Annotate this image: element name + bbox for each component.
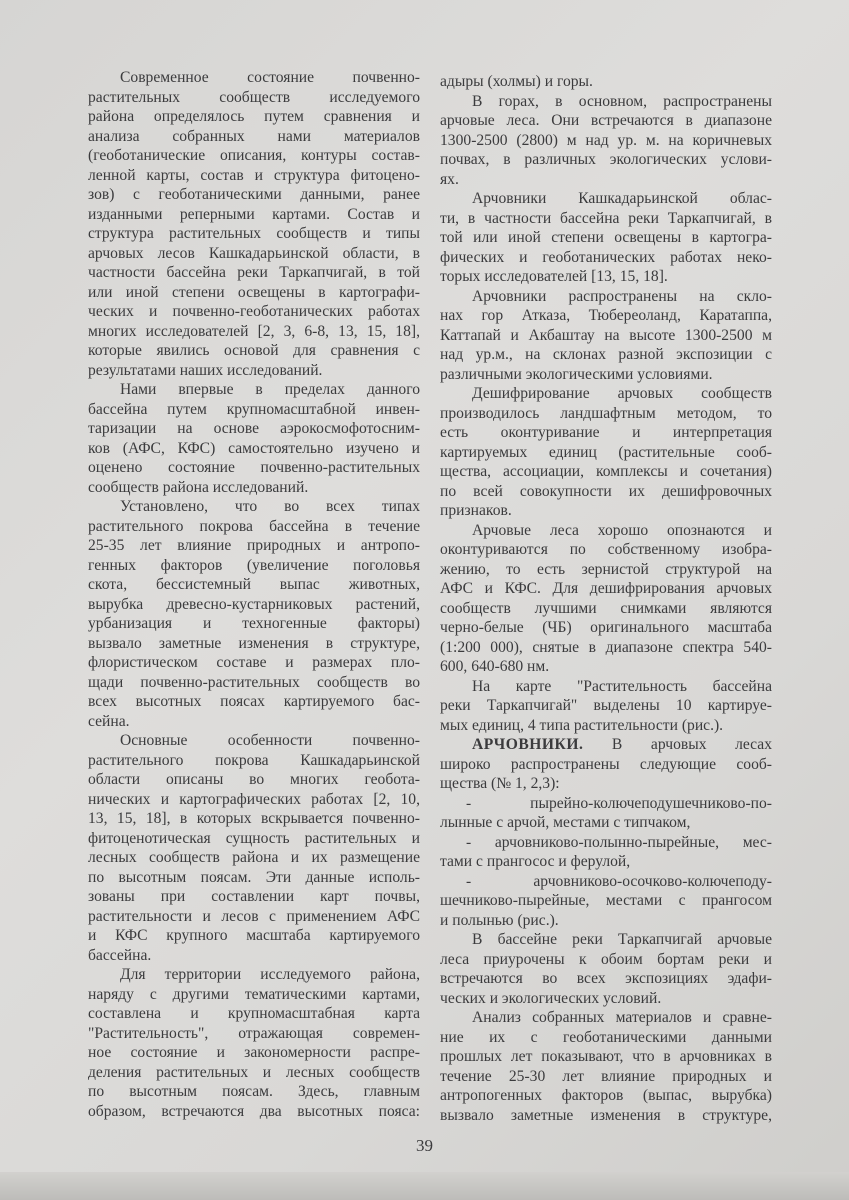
text-line: Арчовники распространены на скло- [472,287,772,305]
text-line: - пырейно-колючеподушечниково-по- [466,794,772,812]
text-line: растительности и лесов с применением АФС [88,907,420,925]
text-line: ческих и экологических условий. [440,989,662,1007]
text-line: и полынью (рис.). [440,911,559,929]
text-line: леса приурочены к обоим бортам реки и [440,950,772,968]
text-line: широко распространены следующие сооб- [440,755,772,773]
text-line: АФС и КФС. Для дешифрирования арчовых [440,580,772,597]
text-line: бассейна путем крупномасштабной инвен- [88,400,420,418]
paragraph [440,72,772,92]
text-line: фитоценотическая сущность растительных и [88,829,420,847]
text-line: ти, в частности бассейна реки Таркапчигай, в [440,209,772,227]
paragraph [88,731,420,965]
text-line: Каттапай и Акбаштау на высоте 1300-2500 м [440,326,772,344]
paragraph [440,677,772,736]
text-line: антропогенных факторов (выпас, вырубка) [440,1087,772,1104]
text-line: лынные с арчой, местами с типчаком, [440,814,691,831]
text-line: частности бассейна реки Таркапчигай, в той [88,264,420,281]
text-line: щества (№ 1, 2,3): [440,775,560,792]
text-line: которые явились основой для сравнения с [88,342,420,359]
text-line: фических и геоботанических работах неко- [440,248,772,266]
text-line: наряду с другими тематическими картами, [88,985,420,1003]
text-line: адыры (холмы) и горы. [440,73,593,90]
text-line: той или иной степени освещены в картогра- [440,229,772,246]
text-line: черно-белые (ЧБ) оригинального масштаба [440,619,772,636]
text-line: есть оконтуривание и интерпретация [440,424,772,441]
text-line: встречаются во всех экспозициях эдафи- [440,970,772,987]
paragraph [440,521,772,677]
text-line: бассейна. [88,946,152,964]
text-line: нах гор Атказа, Тюбереоланд, Каратаппа, [440,307,772,324]
text-line: В бассейне реки Таркапчигай арчовые [472,931,772,948]
text-line: почвах, в различных экологических услови- [440,151,772,168]
text-line: по высотным поясам. Здесь, главным [88,1083,420,1100]
text-line: сообществ лучшими снимками являются [440,599,772,617]
paragraph [88,965,420,1121]
text-line: различными экологическими условиями. [440,365,713,383]
list-item [440,833,772,872]
text-line: Для территории исследуемого района, [120,966,420,983]
text-line: генных факторов (увеличение поголовья [88,556,420,574]
text-line: изданными реперными картами. Состав и [88,205,420,223]
text-line: по высотным поясам. Эти данные исполь- [88,868,420,886]
paragraph [440,930,772,1008]
text-line: урбанизация и техногенные факторы) [88,615,420,632]
left-text-column [88,68,420,1121]
text-line: вырубка древесно-кустарниковых растений, [88,595,420,613]
paragraph [88,68,420,380]
text-line: течение 25-30 лет влияние природных и [440,1067,772,1085]
text-line: зованы при составлении карт почвы, [88,888,420,905]
text-line: ков (АФС, КФС) самостоятельно изучено и [88,439,420,457]
text-line: таризации на основе аэрокосмофотосним- [88,420,420,437]
paragraph [440,384,772,521]
text-line: и КФС крупного масштаба картируемого [88,927,420,944]
text-line: щади почвенно-растительных сообществ во [88,673,420,691]
text-line [440,735,772,755]
text-line: Арчовые леса хорошо опознаются и [472,521,772,539]
text-line: или иной степени освещены в картографи- [88,283,420,301]
text-line: оценено состояние почвенно-растительных [88,459,420,476]
text-line: растительных сообществ исследуемого [88,88,420,106]
text-line: растительного покрова бассейна в течение [88,517,420,535]
text-line: образом, встречаются два высотных пояса: [88,1102,420,1120]
text-line: ческих и почвенно-геоботанических работах [88,303,420,320]
text-line: скота, бессистемный выпас животных, [88,576,420,593]
text-line: составлена и крупномасштабная карта [88,1005,420,1022]
text-line: ние их с геоботаническими данными [440,1028,772,1046]
text-line: Нами впервые в пределах данного [120,381,420,398]
text-line: вызвало заметные изменения в структуре, [88,634,420,652]
paragraph [440,735,772,794]
text-line: флористическом составе и размерах пло- [88,654,420,671]
text-line: над ур.м., на склонах разной экспозиции с [440,346,772,363]
text-line: прошлых лет показывают, что в арчовниках в [440,1048,772,1065]
text-line: деления растительных и лесных сообществ [88,1063,420,1081]
text-line: 25-35 лет влияние природных и антропо- [88,537,420,554]
text-line: щества, ассоциации, комплексы и сочетания) [440,463,772,480]
text-line: района определялось путем сравнения и [88,108,420,125]
text-line: зов) с геоботаническими данными, ранее [88,186,420,203]
text-line: мых единиц, 4 типа растительности (рис.). [440,716,724,734]
text-line: торых исследователей [13, 15, 18]. [440,268,668,285]
text-line: области описаны во многих геобота- [88,771,420,788]
text-line: арчовые леса. Они встречаются в диапазоне [440,112,772,129]
text-line: Анализ собранных материалов и сравне- [472,1009,772,1026]
text-line: 13, 15, 18], в которых вскрывается почвенно- [88,810,420,827]
paragraph [440,189,772,287]
text-line-rest: В арчовых лесах [583,736,772,753]
text-line: анализа собранных нами материалов [88,127,420,145]
text-line: На карте "Растительность бассейна [472,677,772,695]
text-line: сейна. [88,712,130,730]
text-line: Современное состояние почвенно- [120,69,420,86]
list-item [440,872,772,931]
text-line: (1:200 000), снятые в диапазоне спектра 540- [440,638,772,656]
text-line: Арчовники Кашкадарьинской облас- [472,190,772,207]
text-line: 1300-2500 (2800) м над ур. м. на коричневых [440,131,772,149]
text-line: тами с прангосос и ферулой, [440,853,631,870]
text-line: всех высотных поясах картируемого бас- [88,693,420,710]
text-line: сообществ района исследований. [88,478,309,496]
text-line: многих исследователей [2, 3, 6-8, 13, 15, 18], [88,322,420,340]
text-line: по всей совокупности их дешифровочных [440,482,772,500]
text-line: лесных сообществ района и их размещение [88,849,420,866]
paragraph [88,380,420,497]
text-line: картируемых единиц (растительные сооб- [440,443,772,461]
text-line: 600, 640-680 нм. [440,658,550,675]
text-line: растительного покрова Кашкадарьинской [88,751,420,769]
text-line: В горах, в основном, распространены [472,92,772,110]
paragraph [440,92,772,190]
text-line: признаков. [440,502,512,519]
text-line: жению, то есть зернистой структурой на [440,560,772,578]
text-line: шечниково-пырейные, местами с прангосом [440,892,772,909]
text-line: - арчовниково-полынно-пырейные, мес- [466,833,772,851]
text-line: Дешифрирование арчовых сообществ [472,385,772,402]
text-line: ленной карты, состав и структура фитоцено- [88,166,420,184]
text-line: "Растительность", отражающая современ- [88,1024,420,1042]
paragraph [440,287,772,385]
page-number: 39 [416,1136,433,1155]
text-line: оконтуриваются по собственному изобра- [440,541,772,558]
text-line: (геоботанические описания, контуры состав- [88,147,420,164]
text-line: нических и картографических работах [2, 10, [88,790,420,808]
text-line: вызвало заметные изменения в структуре, [440,1106,772,1124]
text-line: результатами наших исследований. [88,361,323,379]
text-line: арчовых лесов Кашкадарьинской области, в [88,244,420,262]
bold-heading: АРЧОВНИКИ. [472,736,584,753]
paragraph [88,497,420,731]
text-line: ное состояние и закономерности распре- [88,1044,420,1061]
right-text-column [440,72,772,1125]
text-line: ях. [440,170,459,188]
text-line: производилось ландшафтным методом, то [440,404,772,422]
text-line: Основные особенности почвенно- [120,732,420,749]
page-bottom-shadow [0,1172,849,1200]
text-line: структура растительных сообществ и типы [88,225,420,242]
list-item [440,794,772,833]
text-line: реки Таркапчигай" выделены 10 картируе- [440,697,772,714]
paragraph [440,1008,772,1125]
text-line: Установлено, что во всех типах [120,498,420,515]
text-line: - арчовниково-осочково-колючеподу- [466,872,772,890]
